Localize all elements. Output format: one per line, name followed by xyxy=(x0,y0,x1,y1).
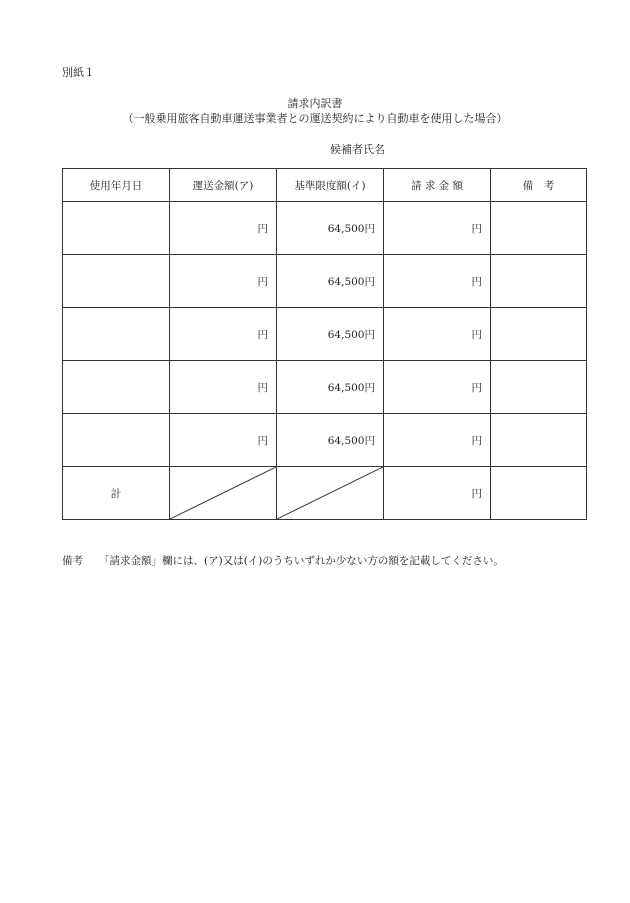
remarks-note-label: 備考 xyxy=(62,555,83,567)
claim-cell[interactable]: 円 xyxy=(384,414,491,467)
remarks-cell[interactable] xyxy=(491,308,587,361)
table-row xyxy=(63,202,587,255)
remarks-note-text: 「請求金額」欄には、(ア)又は(イ)のうちいずれか少ない方の額を記載してください。 xyxy=(99,555,504,567)
claim-cell[interactable]: 円 xyxy=(384,361,491,414)
remarks-cell[interactable] xyxy=(491,202,587,255)
date-cell[interactable] xyxy=(63,202,170,255)
table-row xyxy=(63,361,587,414)
remarks-cell[interactable] xyxy=(491,255,587,308)
date-cell[interactable] xyxy=(63,414,170,467)
claim-breakdown-table xyxy=(62,168,587,520)
table-row xyxy=(63,308,587,361)
fare-cell[interactable]: 円 xyxy=(170,255,277,308)
document-subtitle: （一般乗用旅客自動車運送事業者との運送契約により自動車を使用した場合） xyxy=(122,112,508,125)
remarks-note xyxy=(62,553,504,568)
header-date: 使用年月日 xyxy=(63,169,170,202)
total-claim-cell[interactable]: 円 xyxy=(384,467,491,520)
remarks-cell[interactable] xyxy=(491,414,587,467)
table-row xyxy=(63,255,587,308)
header-limit: 基準限度額(イ) xyxy=(277,169,384,202)
date-cell[interactable] xyxy=(63,361,170,414)
diagonal-slash xyxy=(170,467,276,519)
date-cell[interactable] xyxy=(63,308,170,361)
table-row xyxy=(63,414,587,467)
claim-cell[interactable]: 円 xyxy=(384,308,491,361)
limit-total-struck-cell xyxy=(277,467,384,520)
fare-cell[interactable]: 円 xyxy=(170,308,277,361)
total-remarks-cell[interactable] xyxy=(491,467,587,520)
fare-total-struck-cell xyxy=(170,467,277,520)
fare-cell[interactable]: 円 xyxy=(170,202,277,255)
annex-label: 別紙１ xyxy=(62,66,95,79)
remarks-cell[interactable] xyxy=(491,361,587,414)
fare-cell[interactable]: 円 xyxy=(170,361,277,414)
claim-cell[interactable]: 円 xyxy=(384,202,491,255)
document-title: 請求内訳書 xyxy=(287,97,343,110)
header-claim: 請 求 金 額 xyxy=(384,169,491,202)
header-remarks: 備 考 xyxy=(491,169,587,202)
claim-cell[interactable]: 円 xyxy=(384,255,491,308)
limit-cell: 64,500円 xyxy=(277,308,384,361)
applicant-name-label: 候補者氏名 xyxy=(330,143,385,156)
table-header-row xyxy=(63,169,587,202)
limit-cell: 64,500円 xyxy=(277,255,384,308)
limit-cell: 64,500円 xyxy=(277,202,384,255)
total-row xyxy=(63,467,587,520)
limit-cell: 64,500円 xyxy=(277,361,384,414)
diagonal-slash xyxy=(277,467,383,519)
total-label: 計 xyxy=(63,467,170,520)
limit-cell: 64,500円 xyxy=(277,414,384,467)
header-fare: 運送金額(ア) xyxy=(170,169,277,202)
fare-cell[interactable]: 円 xyxy=(170,414,277,467)
date-cell[interactable] xyxy=(63,255,170,308)
